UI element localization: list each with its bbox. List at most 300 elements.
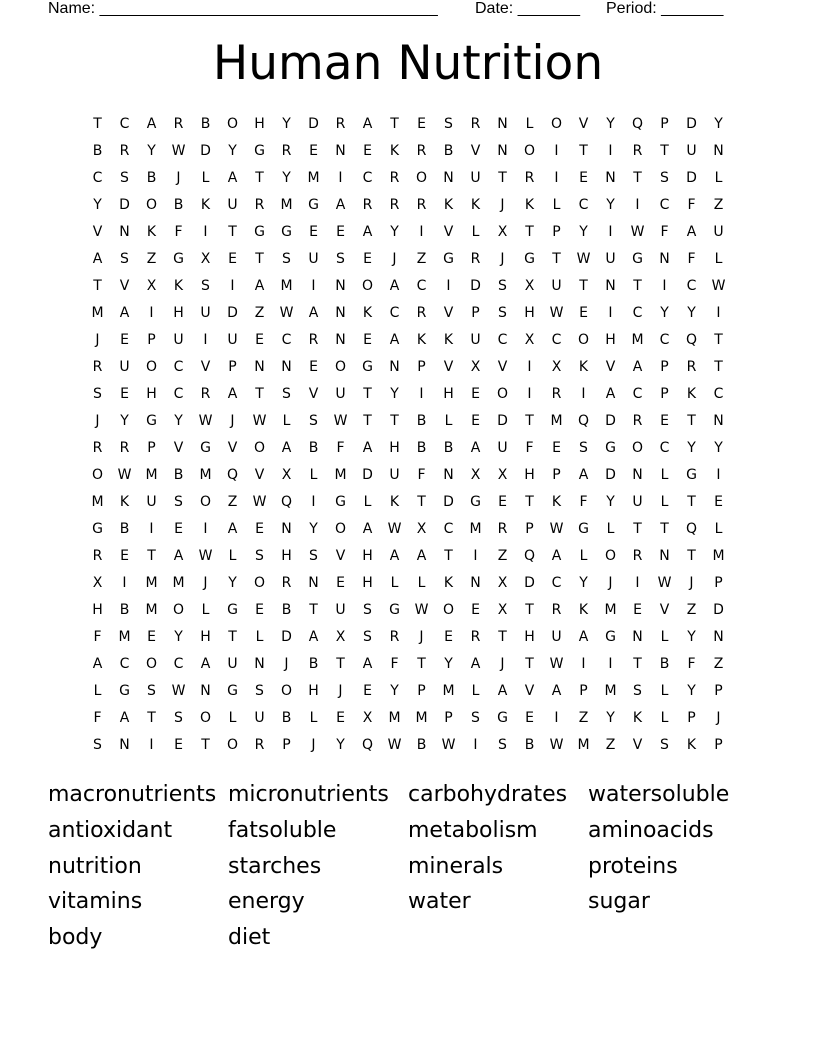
grid-letter: R — [470, 116, 481, 132]
grid-letter: W — [171, 143, 186, 159]
grid-letter: N — [659, 548, 670, 564]
grid-letter: T — [714, 332, 723, 348]
grid-letter: K — [686, 386, 697, 402]
grid-letter: O — [172, 602, 185, 618]
grid-letter: U — [686, 143, 697, 159]
grid-letter: M — [118, 629, 131, 645]
grid-letter: N — [605, 170, 616, 186]
grid-letter: C — [119, 656, 130, 672]
grid-letter: J — [203, 575, 208, 591]
grid-letter: D — [686, 170, 697, 186]
grid-letter: T — [525, 656, 534, 672]
grid-row — [84, 111, 732, 138]
grid-letter: A — [686, 224, 697, 240]
grid-letter: D — [281, 629, 292, 645]
grid-letter: E — [309, 143, 318, 159]
word-bank-item: body — [48, 925, 103, 951]
grid-letter: V — [497, 359, 508, 375]
grid-letter: Z — [686, 602, 697, 618]
grid-letter: T — [687, 494, 696, 510]
worksheet-title: Human Nutrition — [212, 36, 604, 91]
grid-letter: F — [417, 467, 426, 483]
grid-letter: M — [577, 737, 590, 753]
grid-letter: J — [716, 710, 721, 726]
grid-letter: W — [711, 278, 726, 294]
grid-letter: N — [281, 359, 292, 375]
grid-letter: J — [95, 413, 100, 429]
grid-letter: I — [230, 278, 235, 294]
grid-letter: R — [92, 548, 103, 564]
grid-letter: N — [281, 521, 292, 537]
grid-letter: R — [362, 197, 373, 213]
grid-letter: Z — [416, 251, 427, 267]
grid-letter: C — [713, 386, 724, 402]
word-bank-item: proteins — [588, 853, 678, 879]
grid-letter: N — [713, 629, 724, 645]
grid-letter: L — [471, 683, 480, 699]
word-bank-item: starches — [228, 853, 322, 879]
grid-letter: X — [524, 332, 535, 348]
grid-letter: E — [363, 143, 372, 159]
grid-letter: H — [524, 629, 535, 645]
grid-row — [84, 516, 732, 543]
grid-letter: R — [119, 440, 130, 456]
grid-letter: R — [389, 629, 400, 645]
grid-letter: U — [713, 224, 724, 240]
grid-letter: V — [92, 224, 103, 240]
grid-letter: B — [524, 737, 535, 753]
grid-letter: A — [362, 656, 373, 672]
grid-letter: E — [255, 602, 264, 618]
grid-row — [84, 624, 732, 651]
grid-letter: X — [497, 467, 508, 483]
grid-letter: G — [362, 359, 373, 375]
period-field[interactable]: Period: _______ — [606, 0, 724, 17]
grid-letter: G — [146, 413, 157, 429]
grid-letter: U — [227, 656, 238, 672]
grid-letter: S — [309, 548, 318, 564]
grid-letter: A — [92, 251, 103, 267]
grid-letter: S — [255, 548, 264, 564]
grid-letter: I — [446, 278, 451, 294]
grid-letter: T — [201, 737, 210, 753]
grid-letter: S — [255, 683, 264, 699]
grid-letter: S — [660, 737, 669, 753]
grid-letter: M — [145, 467, 158, 483]
grid-letter: H — [281, 548, 292, 564]
grid-letter: U — [470, 332, 481, 348]
grid-letter: H — [524, 305, 535, 321]
grid-letter: T — [93, 278, 102, 294]
grid-letter: G — [173, 251, 184, 267]
grid-letter: Y — [390, 386, 399, 402]
grid-letter: N — [443, 170, 454, 186]
grid-letter: G — [227, 683, 238, 699]
grid-row — [84, 678, 732, 705]
grid-letter: A — [389, 548, 400, 564]
grid-letter: P — [660, 359, 669, 375]
grid-letter: P — [552, 467, 561, 483]
grid-letter: K — [173, 278, 184, 294]
grid-letter: A — [578, 629, 589, 645]
grid-letter: D — [497, 413, 508, 429]
grid-letter: R — [632, 548, 643, 564]
grid-letter: A — [281, 440, 292, 456]
grid-letter: O — [145, 359, 158, 375]
grid-letter: Y — [174, 629, 183, 645]
grid-letter: W — [171, 683, 186, 699]
grid-letter: B — [416, 737, 427, 753]
grid-letter: I — [338, 170, 343, 186]
grid-letter: L — [579, 548, 588, 564]
grid-letter: T — [498, 170, 507, 186]
grid-letter: T — [579, 143, 588, 159]
grid-letter: U — [605, 251, 616, 267]
grid-letter: F — [336, 440, 345, 456]
grid-letter: U — [335, 386, 346, 402]
grid-letter: P — [660, 386, 669, 402]
grid-letter: U — [632, 494, 643, 510]
grid-letter: T — [687, 413, 696, 429]
grid-letter: E — [120, 386, 129, 402]
grid-row — [84, 219, 732, 246]
grid-letter: H — [524, 467, 535, 483]
grid-letter: T — [255, 170, 264, 186]
grid-letter: L — [363, 494, 372, 510]
grid-letter: H — [146, 386, 157, 402]
grid-row — [84, 462, 732, 489]
grid-letter: T — [525, 224, 534, 240]
grid-letter: T — [255, 251, 264, 267]
grid-letter: C — [551, 575, 562, 591]
grid-letter: I — [608, 143, 613, 159]
grid-letter: Y — [606, 197, 615, 213]
grid-letter: M — [550, 413, 563, 429]
grid-letter: T — [336, 656, 345, 672]
grid-letter: I — [473, 548, 478, 564]
grid-letter: X — [362, 710, 373, 726]
grid-letter: W — [414, 602, 429, 618]
grid-letter: N — [335, 332, 346, 348]
grid-letter: Y — [93, 197, 102, 213]
grid-letter: N — [119, 737, 130, 753]
grid-letter: A — [119, 305, 130, 321]
grid-letter: S — [201, 278, 210, 294]
word-bank-item: antioxidant — [48, 817, 173, 843]
grid-letter: L — [525, 116, 534, 132]
grid-letter: P — [147, 332, 156, 348]
grid-letter: I — [635, 197, 640, 213]
date-field[interactable]: Date: _______ — [475, 0, 580, 17]
grid-letter: W — [441, 737, 456, 753]
grid-letter: R — [173, 116, 184, 132]
grid-letter: Z — [227, 494, 238, 510]
grid-letter: K — [578, 359, 589, 375]
grid-letter: W — [549, 737, 564, 753]
grid-letter: K — [146, 224, 157, 240]
grid-letter: B — [308, 656, 319, 672]
grid-letter: R — [389, 197, 400, 213]
grid-letter: C — [443, 521, 454, 537]
grid-letter: Z — [254, 305, 265, 321]
grid-letter: W — [549, 521, 564, 537]
student-info-header — [48, 0, 748, 20]
grid-letter: Y — [174, 413, 183, 429]
grid-letter: A — [389, 332, 400, 348]
grid-letter: K — [524, 197, 535, 213]
grid-letter: Z — [497, 548, 508, 564]
grid-letter: G — [200, 440, 211, 456]
word-bank-item: macronutrients — [48, 782, 217, 807]
grid-letter: A — [497, 683, 508, 699]
grid-letter: L — [228, 710, 237, 726]
grid-letter: T — [363, 413, 372, 429]
grid-letter: L — [444, 413, 453, 429]
grid-letter: S — [336, 251, 345, 267]
grid-letter: A — [416, 548, 427, 564]
grid-letter: S — [93, 737, 102, 753]
grid-letter: L — [309, 710, 318, 726]
grid-letter: W — [252, 494, 267, 510]
grid-letter: C — [173, 656, 184, 672]
grid-letter: M — [307, 170, 320, 186]
grid-letter: J — [284, 656, 289, 672]
grid-letter: P — [444, 710, 453, 726]
grid-letter: B — [416, 440, 427, 456]
grid-letter: Y — [309, 521, 318, 537]
grid-letter: E — [363, 332, 372, 348]
grid-letter: Q — [577, 413, 590, 429]
grid-letter: J — [176, 170, 181, 186]
grid-letter: G — [605, 440, 616, 456]
grid-letter: X — [497, 224, 508, 240]
grid-letter: D — [119, 197, 130, 213]
grid-letter: X — [92, 575, 103, 591]
grid-letter: Y — [687, 440, 696, 456]
grid-letter: A — [92, 656, 103, 672]
grid-letter: G — [254, 143, 265, 159]
grid-letter: A — [362, 521, 373, 537]
grid-letter: E — [579, 170, 588, 186]
grid-letter: Y — [714, 440, 723, 456]
grid-letter: P — [417, 683, 426, 699]
grid-letter: L — [390, 575, 399, 591]
grid-letter: C — [497, 332, 508, 348]
grid-letter: X — [497, 575, 508, 591]
grid-letter: H — [254, 116, 265, 132]
grid-letter: T — [525, 602, 534, 618]
grid-row — [84, 273, 732, 300]
grid-letter: W — [387, 521, 402, 537]
grid-letter: V — [470, 143, 481, 159]
grid-letter: Z — [713, 656, 724, 672]
grid-letter: D — [686, 116, 697, 132]
grid-letter: E — [552, 440, 561, 456]
grid-letter: C — [551, 332, 562, 348]
grid-letter: F — [174, 224, 183, 240]
grid-row — [84, 138, 732, 165]
grid-letter: N — [632, 467, 643, 483]
grid-letter: I — [554, 143, 559, 159]
grid-letter: W — [630, 224, 645, 240]
grid-letter: G — [281, 224, 292, 240]
grid-letter: L — [660, 629, 669, 645]
grid-letter: O — [577, 332, 590, 348]
grid-row — [84, 435, 732, 462]
grid-letter: L — [660, 710, 669, 726]
grid-letter: O — [550, 116, 563, 132]
grid-letter: E — [471, 413, 480, 429]
grid-row — [84, 705, 732, 732]
grid-letter: Y — [228, 575, 237, 591]
grid-letter: Y — [606, 710, 615, 726]
name-field[interactable]: Name: ______________________________________ — [48, 0, 438, 17]
grid-letter: T — [228, 224, 237, 240]
grid-letter: D — [227, 305, 238, 321]
grid-letter: T — [498, 629, 507, 645]
grid-letter: A — [254, 278, 265, 294]
grid-letter: A — [632, 359, 643, 375]
grid-letter: Y — [714, 116, 723, 132]
grid-letter: M — [334, 467, 347, 483]
grid-letter: C — [92, 170, 103, 186]
grid-letter: R — [254, 737, 265, 753]
grid-letter: E — [147, 629, 156, 645]
grid-letter: M — [145, 602, 158, 618]
grid-letter: I — [203, 224, 208, 240]
grid-letter: Y — [660, 305, 669, 321]
grid-letter: P — [552, 224, 561, 240]
grid-letter: P — [228, 359, 237, 375]
grid-letter: Y — [579, 575, 588, 591]
grid-letter: Q — [280, 494, 293, 510]
grid-row — [84, 651, 732, 678]
grid-letter: C — [362, 170, 373, 186]
grid-letter: J — [95, 332, 100, 348]
grid-letter: I — [635, 575, 640, 591]
grid-letter: H — [173, 305, 184, 321]
grid-letter: B — [92, 143, 103, 159]
grid-letter: A — [605, 386, 616, 402]
grid-letter: B — [146, 170, 157, 186]
grid-letter: Y — [606, 116, 615, 132]
grid-letter: R — [497, 521, 508, 537]
grid-letter: G — [632, 251, 643, 267]
grid-letter: G — [254, 224, 265, 240]
grid-letter: T — [93, 116, 102, 132]
grid-letter: I — [527, 359, 532, 375]
grid-letter: S — [633, 683, 642, 699]
grid-letter: V — [119, 278, 130, 294]
grid-letter: T — [633, 278, 642, 294]
grid-letter: T — [390, 413, 399, 429]
grid-letter: W — [117, 467, 132, 483]
grid-letter: I — [716, 467, 721, 483]
grid-letter: O — [253, 440, 266, 456]
grid-letter: Q — [685, 332, 698, 348]
grid-letter: V — [443, 359, 454, 375]
grid-letter: Y — [687, 683, 696, 699]
grid-letter: R — [524, 170, 535, 186]
grid-letter: Y — [687, 629, 696, 645]
grid-row — [84, 327, 732, 354]
grid-letter: M — [280, 278, 293, 294]
grid-letter: A — [578, 467, 589, 483]
grid-letter: J — [392, 251, 397, 267]
grid-letter: Y — [390, 683, 399, 699]
grid-letter: R — [281, 575, 292, 591]
grid-letter: S — [363, 629, 372, 645]
grid-letter: F — [687, 197, 696, 213]
grid-letter: T — [552, 251, 561, 267]
grid-letter: F — [687, 656, 696, 672]
grid-letter: A — [227, 170, 238, 186]
grid-letter: U — [227, 197, 238, 213]
grid-letter: L — [93, 683, 102, 699]
grid-letter: O — [631, 440, 644, 456]
grid-letter: H — [200, 629, 211, 645]
grid-letter: Y — [120, 413, 129, 429]
grid-letter: V — [443, 224, 454, 240]
grid-letter: K — [200, 197, 211, 213]
grid-letter: V — [578, 116, 589, 132]
grid-letter: L — [282, 413, 291, 429]
word-bank-item: nutrition — [48, 853, 142, 879]
grid-letter: A — [119, 710, 130, 726]
grid-letter: R — [470, 251, 481, 267]
grid-letter: U — [254, 710, 265, 726]
grid-letter: X — [146, 278, 157, 294]
grid-letter: C — [659, 440, 670, 456]
grid-letter: L — [660, 494, 669, 510]
grid-letter: V — [659, 602, 670, 618]
grid-letter: T — [579, 278, 588, 294]
grid-letter: R — [92, 359, 103, 375]
grid-letter: D — [470, 278, 481, 294]
grid-letter: H — [362, 575, 373, 591]
grid-letter: I — [608, 224, 613, 240]
grid-letter: X — [281, 467, 292, 483]
grid-letter: E — [660, 413, 669, 429]
grid-letter: F — [390, 656, 399, 672]
grid-letter: X — [470, 359, 481, 375]
grid-letter: E — [444, 629, 453, 645]
grid-letter: L — [660, 683, 669, 699]
grid-letter: S — [498, 278, 507, 294]
grid-letter: S — [174, 710, 183, 726]
grid-letter: E — [174, 521, 183, 537]
grid-letter: Z — [578, 710, 589, 726]
grid-letter: K — [470, 197, 481, 213]
grid-letter: I — [662, 278, 667, 294]
grid-letter: A — [227, 521, 238, 537]
grid-letter: K — [578, 602, 589, 618]
grid-row — [84, 354, 732, 381]
grid-letter: G — [524, 251, 535, 267]
grid-letter: C — [119, 116, 130, 132]
word-bank — [48, 778, 788, 957]
grid-letter: E — [525, 710, 534, 726]
grid-letter: B — [119, 602, 130, 618]
grid-letter: K — [362, 305, 373, 321]
grid-letter: A — [470, 656, 481, 672]
grid-letter: N — [713, 413, 724, 429]
grid-letter: N — [389, 359, 400, 375]
word-search-grid — [84, 111, 732, 759]
grid-letter: V — [173, 440, 184, 456]
grid-letter: E — [255, 332, 264, 348]
grid-letter: X — [416, 521, 427, 537]
